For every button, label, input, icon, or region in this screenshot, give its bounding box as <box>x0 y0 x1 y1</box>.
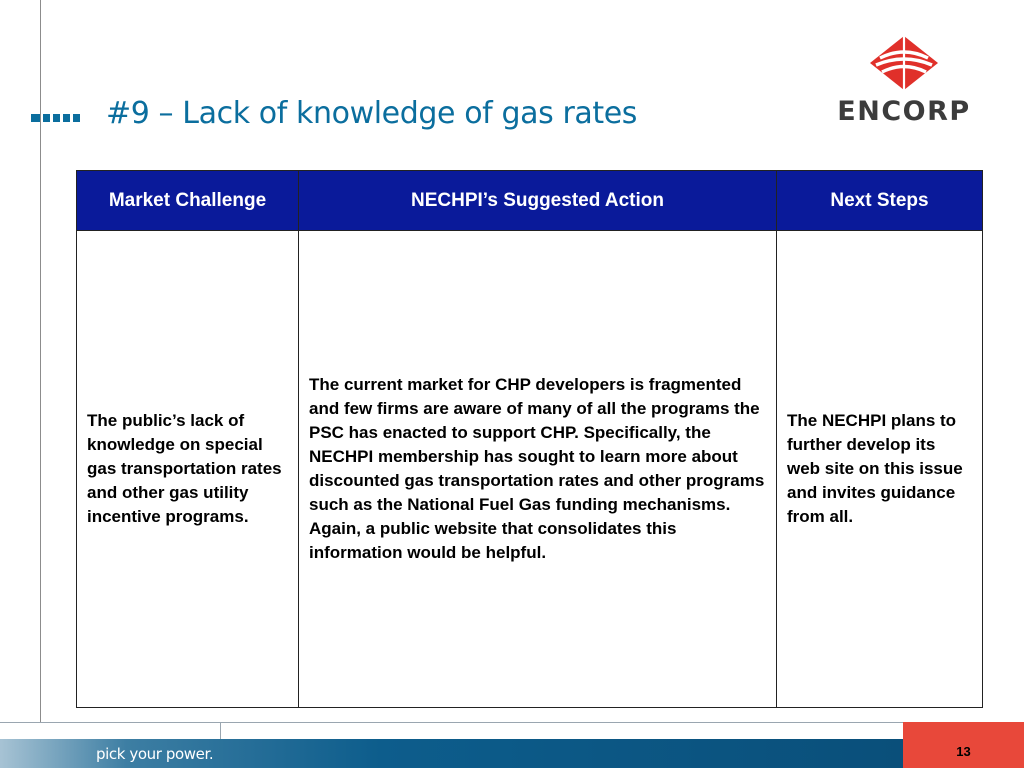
challenges-table <box>76 170 983 708</box>
page-number: 13 <box>956 744 971 759</box>
footer-tick <box>220 722 221 739</box>
table-header-row <box>77 171 983 231</box>
encorp-logo <box>826 34 982 126</box>
encorp-mark-icon <box>864 34 944 92</box>
title-bullet-dots <box>31 114 80 122</box>
footer-divider <box>0 722 1024 723</box>
cell-market-challenge: The public’s lack of knowledge on special gas transportation rates and other gas utility incentive programs. <box>77 231 299 708</box>
cell-suggested-action: The current market for CHP developers is fragmented and few firms are aware of many of all the programs the PSC has enacted to support CHP. Specifically, the NECHPI membership has sought to learn more about discounted gas transportation rates and other programs such as the National Fuel Gas funding mechanisms. Again, a public website that consolidates this information would be helpful. <box>299 231 777 708</box>
left-margin-rule <box>40 0 41 722</box>
logo-wordmark: ENCORP <box>837 96 971 127</box>
footer-tagline: pick your power. <box>96 745 214 763</box>
table-row <box>77 231 983 708</box>
header-next-steps: Next Steps <box>777 171 983 231</box>
cell-next-steps: The NECHPI plans to further develop its web site on this issue and invites guidance from all. <box>777 231 983 708</box>
header-market-challenge: Market Challenge <box>77 171 299 231</box>
slide-title: #9 – Lack of knowledge of gas rates <box>106 96 638 131</box>
header-suggested-action: NECHPI’s Suggested Action <box>299 171 777 231</box>
